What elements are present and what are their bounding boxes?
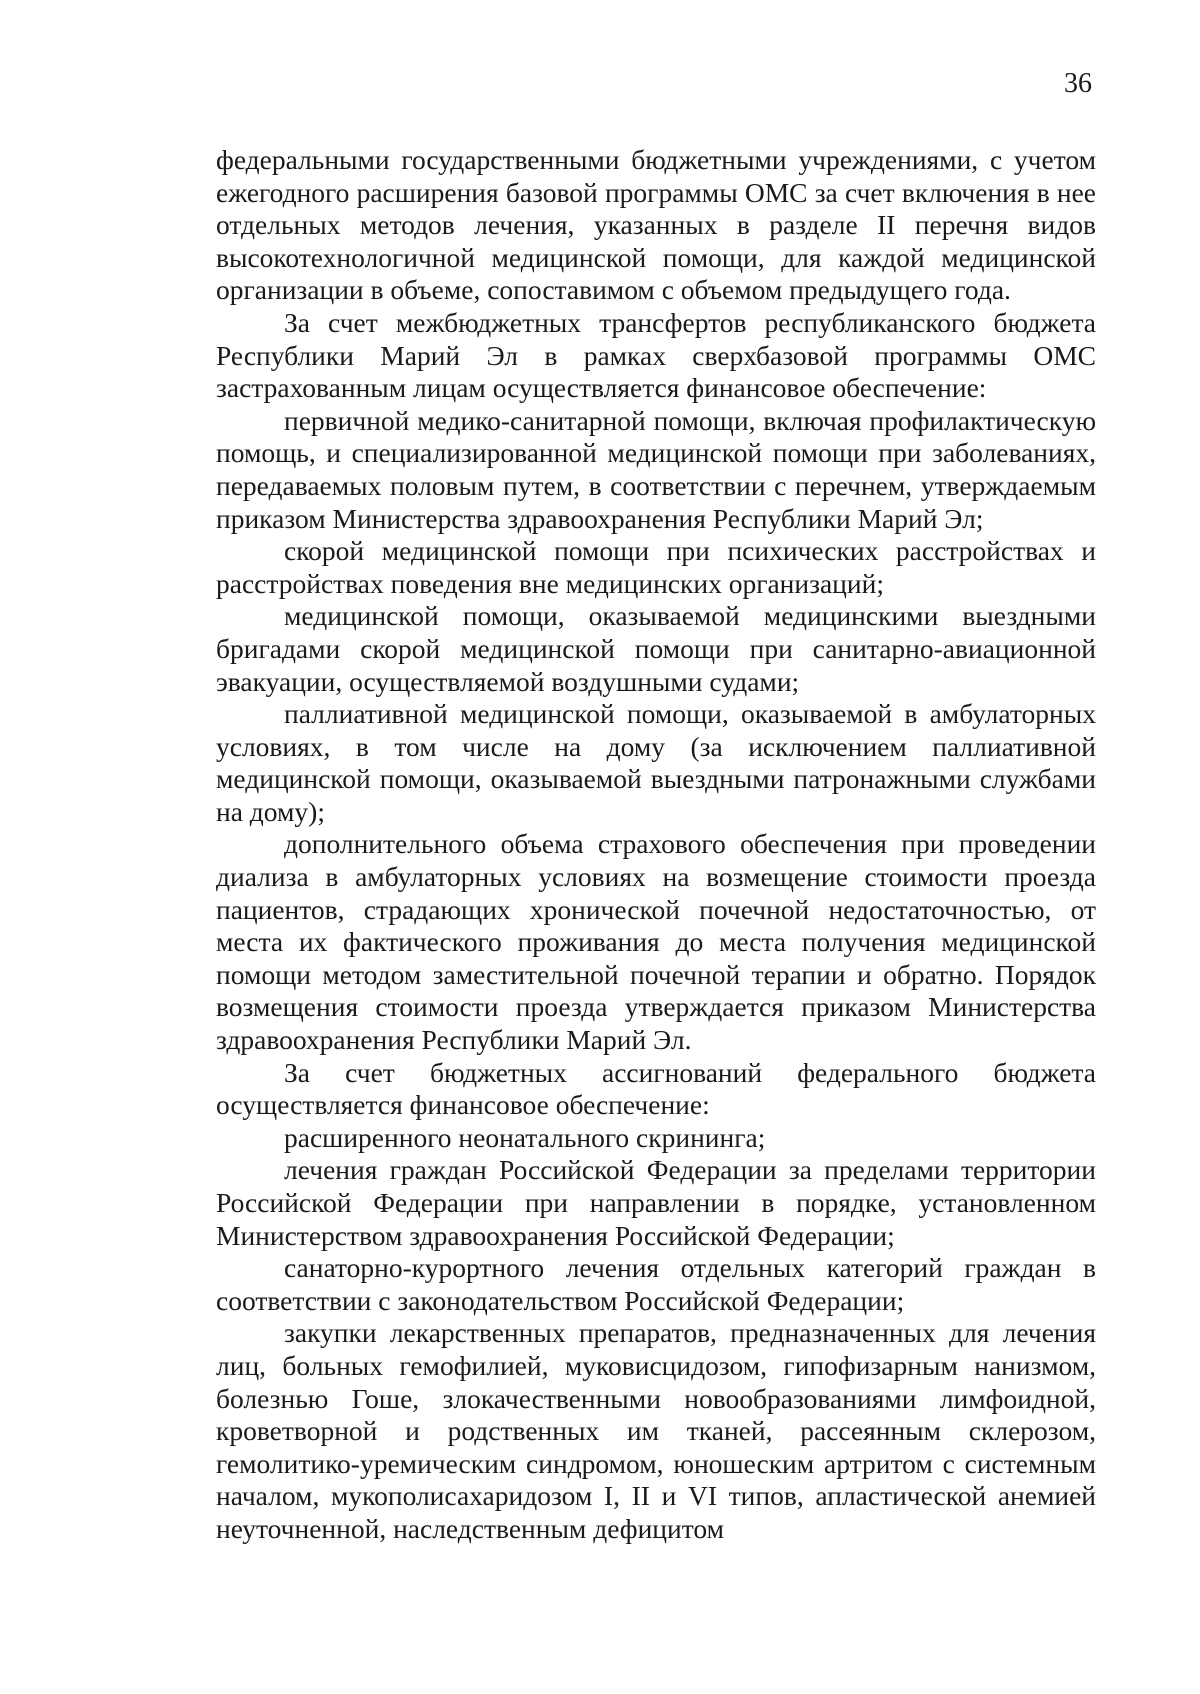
page-number: 36 — [1064, 68, 1092, 99]
paragraph-dialysis-transport: дополнительного объема страхового обеспечения при проведении диализа в амбулаторных условиях на возмещение стоимости проезда пациентов, страдающих хронической почечной недостаточностью, от места их фактического проживания до места получения медицинской помощи методом заместительной почечной терапии и обратно. Порядок возмещения стоимости проезда утверждается приказом Министерства здравоохранения Республики Марий Эл. — [216, 828, 1096, 1056]
paragraph-treatment-abroad: лечения граждан Российской Федерации за пределами территории Российской Федерации при направлении в порядке, установленном Министерством здравоохранения Российской Федерации; — [216, 1154, 1096, 1251]
paragraph-continuation: федеральными государственными бюджетными учреждениями, с учетом ежегодного расширения базовой программы ОМС за счет включения в нее отдельных методов лечения, указанных в разделе II перечня видов высокотехнологичной медицинской помощи, для каждой медицинской организации в объеме, сопоставимом с объемом предыдущего года. — [216, 144, 1096, 306]
paragraph-drug-procurement: закупки лекарственных препаратов, предназначенных для лечения лиц, больных гемофилией, муковисцидозом, гипофизарным нанизмом, болезнью Гоше, злокачественными новообразованиями лимфоидной, кроветворной и родственных им тканей, рассеянным склерозом, гемолитико-уремическим синдромом, юношеским артритом с системным началом, мукополисахаридозом I, II и VI типов, апластической анемией неуточненной, наследственным дефицитом — [216, 1317, 1096, 1544]
paragraph-palliative-care: паллиативной медицинской помощи, оказываемой в амбулаторных условиях, в том числе на дому (за исключением паллиативной медицинской помощи, оказываемой выездными патронажными службами на дому); — [216, 698, 1096, 827]
paragraph-neonatal-screening: расширенного неонатального скрининга; — [284, 1121, 766, 1153]
paragraph-primary-care: первичной медико-санитарной помощи, включая профилактическую помощь, и специализированной медицинской помощи при заболеваниях, передаваемых половым путем, в соответствии с перечнем, утверждаемым приказом Министерства здравоохранения Республики Марий Эл; — [216, 404, 1096, 534]
paragraph-emergency-psychiatric: скорой медицинской помощи при психических расстройствах и расстройствах поведения вне медицинских организаций; — [216, 535, 1096, 599]
paragraph-air-ambulance: медицинской помощи, оказываемой медицинскими выездными бригадами скорой медицинской помощи при санитарно-авиационной эвакуации, осуществляемой воздушными судами; — [216, 600, 1096, 697]
paragraph-interbudget-transfers: За счет межбюджетных трансфертов республиканского бюджета Республики Марий Эл в рамках сверхбазовой программы ОМС застрахованным лицам осуществляется финансовое обеспечение: — [216, 306, 1096, 404]
document-body — [216, 144, 1096, 1546]
paragraph-sanatorium-treatment: санаторно-курортного лечения отдельных категорий граждан в соответствии с законодательством Российской Федерации; — [216, 1252, 1096, 1316]
paragraph-federal-budget: За счет бюджетных ассигнований федерального бюджета осуществляется финансовое обеспечение: — [216, 1056, 1096, 1121]
